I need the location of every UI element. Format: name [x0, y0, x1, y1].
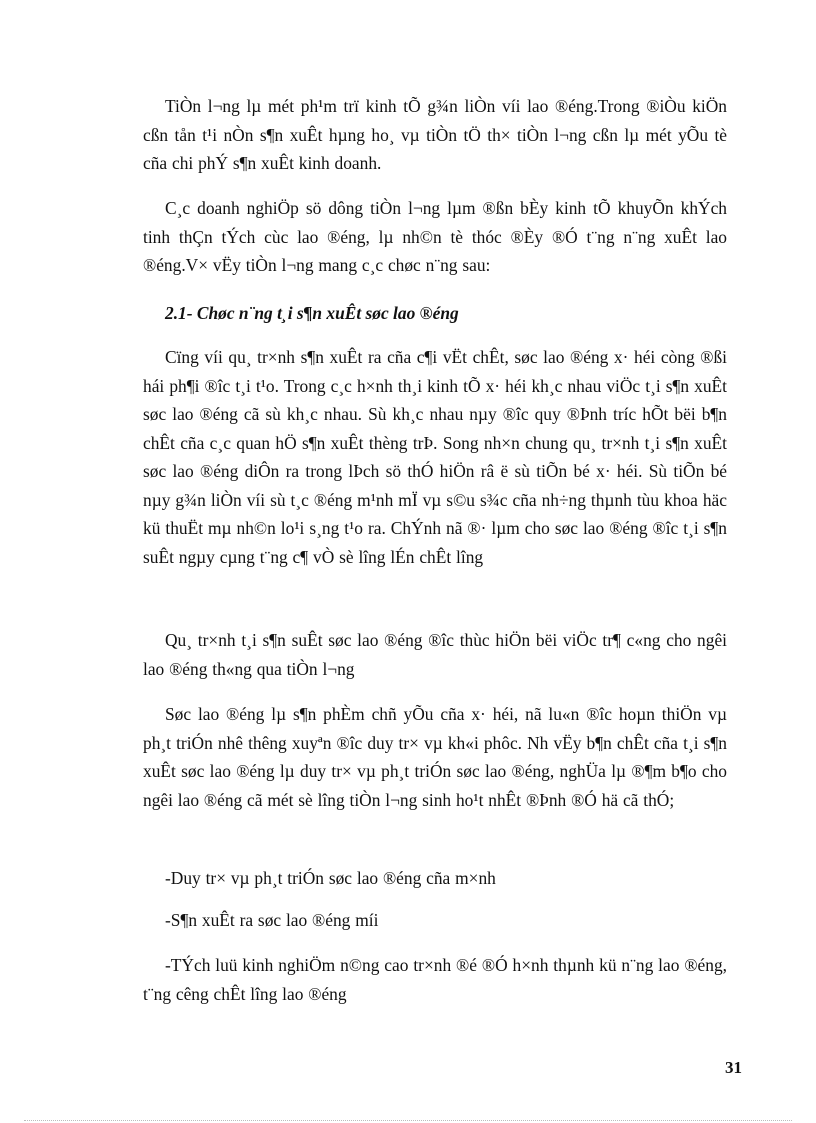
- footer-divider: [24, 1120, 792, 1121]
- paragraph-salary-functions-intro: C¸c doanh nghiÖp sö dông tiÒn l¬ng lµm ®ßn bÈy kinh tÕ khuyÕn khÝch tinh thÇn tÝch cùc lao ®éng, lµ nh©n tè thóc ®Èy ®Ó t¨ng n¨ng xuÊt lao ®éng.V× vËy tiÒn l¬ng mang c¸c chøc n¨ng sau:: [143, 198, 727, 275]
- paragraph-labor-product: Søc lao ®éng lµ s¶n phÈm chñ yÕu cña x· héi, nã lu«n ®îc hoµn thiÖn vµ ph¸t triÓn nhê thêng xuyªn ®îc duy tr× vµ kh«i phôc. Nh vËy b¶n chÊt cña t¸i s¶n xuÊt søc lao ®éng lµ duy tr× vµ ph¸t triÓn søc lao ®éng, nghÜa lµ ®¶m b¶o cho ngêi lao ®éng cã mét sè lîng tiÒn l¬ng sinh ho¹t nhÊt ®Þnh ®Ó hä cã thÓ;: [143, 704, 727, 810]
- paragraph-reproduction-process: Qu¸ tr×nh t¸i s¶n suÊt søc lao ®éng ®îc thùc hiÖn bëi viÖc tr¶ c«ng cho ngêi lao ®éng th«ng qua tiÒn l¬ng: [143, 630, 727, 679]
- paragraph-salary-definition: TiÒn l¬ng lµ mét ph¹m trï kinh tÕ g¾n liÒn víi lao ®éng.Trong ®iÒu kiÖn cßn tån t¹i nÒn s¶n xuÊt hµng ho¸ vµ tiÒn tÖ th× tiÒn l¬ng cßn lµ mét yÕu tè cña chi phÝ s¶n xuÊt kinh doanh.: [143, 96, 727, 173]
- section-heading: 2.1- Chøc n¨ng t¸i s¶n xuÊt søc lao ®éng: [165, 303, 459, 323]
- list-item-accumulate-experience: -TÝch luü kinh nghiÖm n©ng cao tr×nh ®é ®Ó h×nh thµnh kü n¨ng lao ®éng, t¨ng cêng chÊt lîng lao ®éng: [143, 955, 727, 1004]
- page-number: 31: [725, 1058, 742, 1077]
- list-item-maintain-develop: -Duy tr× vµ ph¸t triÓn søc lao ®éng cña m×nh: [165, 868, 496, 888]
- paragraph-labor-reproduction: Cïng víi qu¸ tr×nh s¶n xuÊt ra cña c¶i vËt chÊt, søc lao ®éng x· héi còng ®ßi hái ph¶i ®îc t¸i t¹o. Trong c¸c h×nh th¸i kinh tÕ x· héi kh¸c nhau viÖc t¸i s¶n xuÊt søc lao ®éng cã sù kh¸c nhau. Sù kh¸c nhau nµy ®îc quy ®Þnh tríc hÕt bëi b¶n chÊt cña c¸c quan hÖ s¶n xuÊt thèng trÞ. Song nh×n chung qu¸ tr×nh t¸i s¶n xuÊt søc lao ®éng diÔn ra trong lÞch sö thÓ hiÖn râ ë sù tiÕn bé x· héi. Sù tiÕn bé nµy g¾n liÒn víi sù t¸c ®éng m¹nh mÏ vµ s©u s¾c cña nh÷ng thµnh tùu khoa häc kü thuËt mµ nh©n lo¹i s¸ng t¹o ra. ChÝnh nã ®· lµm cho søc lao ®éng ®îc t¸i s¶n suÊt ngµy cµng t¨ng c¶ vÒ sè lîng lÉn chÊt lîng: [143, 347, 727, 567]
- list-item-produce-new-labor: -S¶n xuÊt ra søc lao ®éng míi: [165, 910, 379, 930]
